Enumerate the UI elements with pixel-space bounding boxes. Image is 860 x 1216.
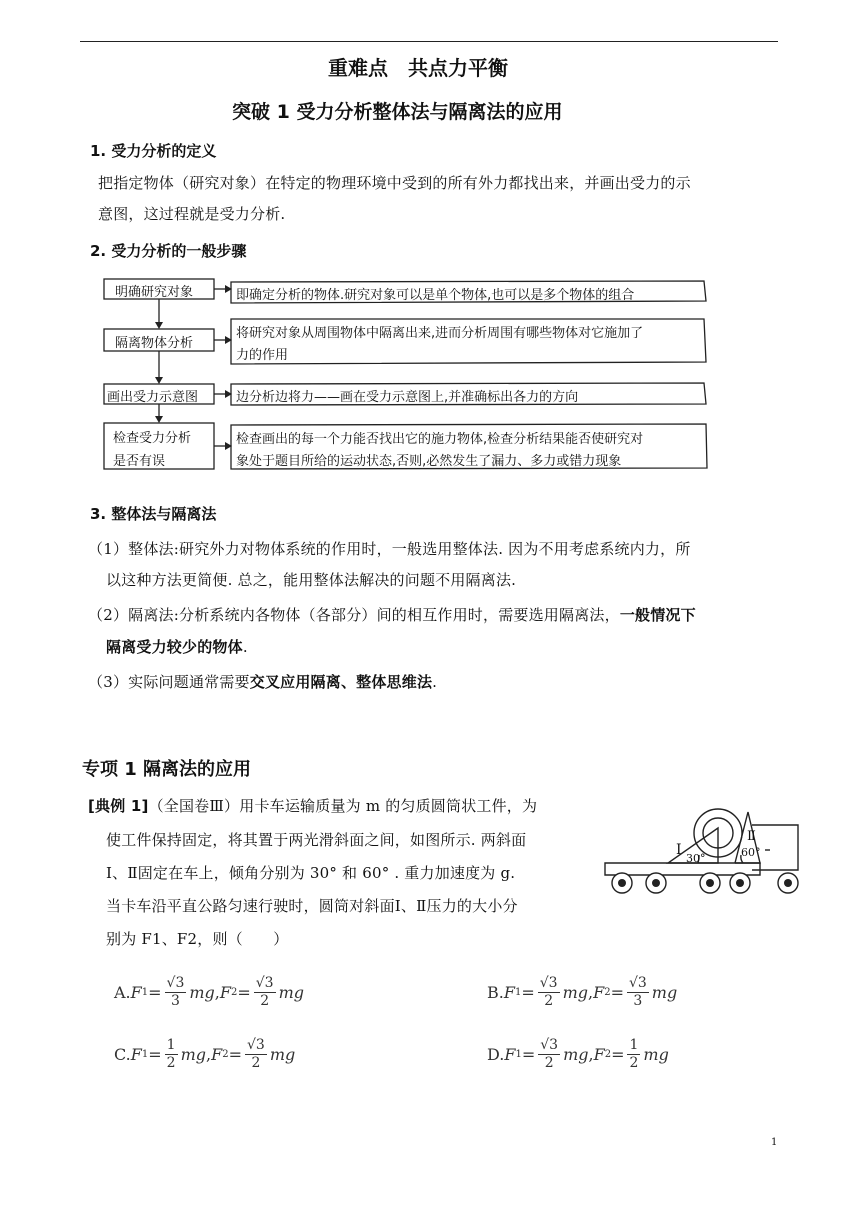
step-4-label-2: 是否有误 — [113, 454, 166, 469]
option-D-F1: F — [504, 1045, 516, 1064]
example-line-5: 别为 F1、F2，则（ ） — [106, 930, 289, 948]
special-topic-heading: 专项 1 隔离法的应用 — [82, 759, 252, 780]
example-line-1 — [88, 795, 537, 816]
step-2-desc-2: 力的作用 — [236, 348, 289, 363]
step-4-label-1: 检查受力分析 — [113, 431, 192, 446]
option-C-letter: C. — [114, 1045, 131, 1064]
option-A-mg1: mg — [189, 983, 215, 1002]
option-C-eq2: = — [228, 1045, 242, 1064]
option-D[interactable] — [487, 1037, 669, 1072]
option-D-sub2: 2 — [604, 1049, 612, 1060]
step-2-label: 隔离物体分析 — [115, 336, 194, 351]
option-C-comma: , — [206, 1045, 212, 1064]
step-4-desc-2: 象处于题目所给的运动状态,否则,必然发生了漏力、多力或错力现象 — [236, 454, 622, 469]
item-2-bold-line-2: 隔离受力较少的物体 — [106, 638, 243, 656]
option-D-eq1: = — [521, 1045, 536, 1064]
step-3-desc: 边分析边将力——画在受力示意图上,并准确标出各力的方向 — [236, 390, 579, 405]
section-2-heading: 2. 受力分析的一般步骤 — [90, 242, 247, 260]
option-A-eq1: = — [148, 983, 162, 1002]
section-3-item-1-line-2: 以这种方法更简便. 总之，能用整体法解决的问题不用隔离法. — [106, 571, 517, 589]
option-B-eq1: = — [521, 983, 535, 1002]
step-1-label: 明确研究对象 — [115, 285, 194, 300]
option-A-letter: A. — [114, 983, 131, 1002]
option-C-mg1: mg — [180, 1045, 206, 1064]
section-3-item-2-line-2 — [106, 636, 248, 657]
option-A-frac-2: $\frac{√3}{2}$ — [255, 975, 274, 1009]
header-rule — [80, 41, 778, 42]
option-D-eq2: = — [611, 1045, 625, 1064]
example-line-4: 当卡车沿平直公路匀速行驶时，圆筒对斜面Ⅰ、Ⅱ压力的大小分 — [106, 897, 518, 915]
option-C-F1: F — [130, 1045, 142, 1064]
option-D-sub1: 1 — [515, 1049, 522, 1060]
page-number: 1 — [771, 1137, 778, 1148]
option-B-F2: F — [593, 983, 605, 1002]
section-1-line-1: 把指定物体（研究对象）在特定的物理环境中受到的所有外力都找出来，并画出受力的示 — [98, 174, 691, 192]
option-B-sub2: 2 — [604, 987, 611, 998]
option-B-frac-1: $\frac{√3}{2}$ — [539, 975, 558, 1009]
option-C-eq1: = — [148, 1045, 162, 1064]
option-A-frac-1: $\frac{√3}{3}$ — [166, 975, 185, 1009]
option-A-sub2: 2 — [230, 987, 238, 998]
option-A-comma: , — [214, 983, 220, 1002]
option-A[interactable] — [114, 975, 304, 1010]
section-1-heading: 1. 受力分析的定义 — [90, 142, 217, 160]
example-tag: [典例 1] — [88, 797, 149, 815]
figure-label-I: Ⅰ — [676, 842, 682, 858]
option-C[interactable] — [114, 1037, 295, 1072]
page-title: 重难点 共点力平衡 — [328, 56, 508, 80]
item-2-period: . — [242, 638, 248, 656]
option-B-mg2: mg — [651, 983, 678, 1002]
option-C-sub2: 2 — [222, 1049, 229, 1060]
step-1-desc: 即确定分析的物体.研究对象可以是单个物体,也可以是多个物体的组合 — [236, 288, 635, 303]
option-B-eq2: = — [610, 983, 624, 1002]
section-3-item-2-line-1 — [88, 604, 696, 625]
page-subtitle: 突破 1 受力分析整体法与隔离法的应用 — [232, 101, 563, 123]
option-A-sub1: 1 — [141, 987, 149, 998]
figure-label-II: Ⅱ — [747, 829, 756, 844]
option-C-frac-2: $\frac{√3}{2}$ — [246, 1037, 265, 1071]
item-3-period: . — [432, 673, 438, 691]
option-D-F2: F — [593, 1045, 605, 1064]
option-A-F1: F — [130, 983, 142, 1002]
step-4-desc-1: 检查画出的每一个力能否找出它的施力物体,检查分析结果能否使研究对 — [236, 432, 644, 447]
option-A-eq2: = — [237, 983, 251, 1002]
option-C-mg2: mg — [269, 1045, 296, 1064]
figure-angle-30: 30° — [686, 852, 706, 865]
item-3-bold: 交叉应用隔离、整体思维法 — [249, 673, 433, 691]
option-D-letter: D. — [487, 1045, 505, 1064]
example-text-1: （全国卷Ⅲ）用卡车运输质量为 m 的匀质圆筒状工件，为 — [148, 797, 538, 815]
option-D-mg1: mg — [563, 1045, 589, 1064]
step-3-label: 画出受力示意图 — [107, 390, 199, 405]
option-D-frac-1: $\frac{√3}{2}$ — [540, 1037, 559, 1071]
section-3-item-1-line-1: （1）整体法:研究外力对物体系统的作用时，一般选用整体法. 因为不用考虑系统内力，所 — [88, 540, 691, 558]
section-3-item-3 — [88, 671, 437, 692]
option-B-sub1: 1 — [514, 987, 522, 998]
example-line-3: Ⅰ、Ⅱ固定在车上，倾角分别为 30° 和 60° . 重力加速度为 g. — [106, 864, 516, 882]
item-3-text: （3）实际问题通常需要 — [88, 673, 250, 691]
option-B-comma: , — [587, 983, 594, 1002]
step-2-desc-1: 将研究对象从周围物体中隔离出来,进而分析周围有哪些物体对它施加了 — [236, 326, 644, 341]
item-2-bold: 一般情况下 — [619, 606, 696, 624]
section-1-line-2: 意图，这过程就是受力分析. — [98, 205, 286, 223]
figure-angle-60: 60° — [741, 846, 761, 859]
example-line-2: 使工件保持固定，将其置于两光滑斜面之间，如图所示. 两斜面 — [106, 831, 527, 849]
option-D-frac-2: $\frac{1}{2}$ — [629, 1037, 639, 1071]
option-B-mg1: mg — [562, 983, 588, 1002]
option-B-letter: B. — [487, 983, 504, 1002]
option-D-mg2: mg — [643, 1045, 669, 1064]
section-3-heading: 3. 整体法与隔离法 — [90, 505, 217, 523]
option-D-comma: , — [588, 1045, 594, 1064]
option-B-F1: F — [503, 983, 515, 1002]
truck-figure — [600, 800, 800, 900]
option-C-F2: F — [211, 1045, 223, 1064]
option-B-frac-2: $\frac{√3}{3}$ — [628, 975, 647, 1009]
option-C-frac-1: $\frac{1}{2}$ — [166, 1037, 176, 1071]
option-C-sub1: 1 — [141, 1049, 149, 1060]
option-A-F2: F — [219, 983, 231, 1002]
option-A-mg2: mg — [278, 983, 305, 1002]
option-B[interactable] — [487, 975, 677, 1010]
item-2-text: （2）隔离法:分析系统内各物体（各部分）间的相互作用时，需要选用隔离法， — [88, 606, 620, 624]
